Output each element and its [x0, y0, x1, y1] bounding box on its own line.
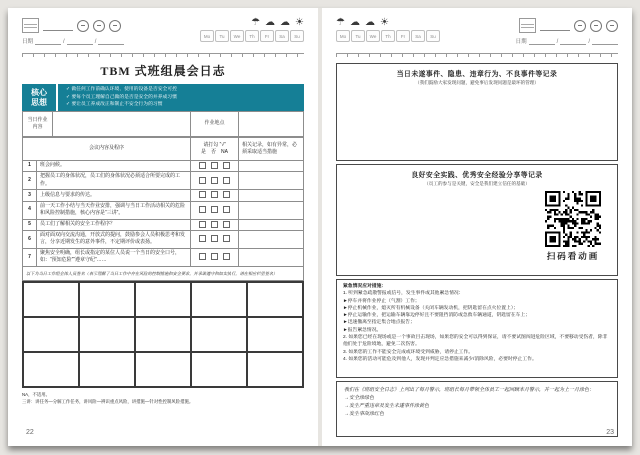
emergency-line: ►报告紧急情况。 [343, 327, 382, 333]
checkbox-yes[interactable] [199, 221, 206, 228]
monthly-item-green: →安全涂绿色 [344, 395, 375, 401]
work-location-label: 作业地点 [191, 112, 239, 137]
incident-record-box[interactable] [336, 63, 618, 161]
page-number-left: 22 [26, 429, 34, 436]
signature-cell[interactable] [191, 282, 247, 317]
core-idea-slogans [58, 84, 304, 111]
day-cell-mo[interactable]: Mo [200, 30, 214, 42]
row-record-blank[interactable] [239, 230, 304, 248]
sun-icon[interactable]: ☀ [379, 17, 389, 28]
overcast-icon[interactable]: ☁ [280, 17, 291, 28]
weekday-row [200, 30, 304, 42]
umbrella-icon[interactable]: ☂ [336, 17, 345, 28]
stamp-circle[interactable] [606, 20, 618, 32]
emergency-line: ►停止机械作业，熄灭所有机械设备（关闭车辆发动机，把钥匙留在点火位置上）； [343, 305, 519, 311]
slogan: ✓ 要每个员工理解自己做的是否是安全的并养成习惯 [66, 94, 177, 100]
row-text: 员工们了解相关的安全工作程序？ [37, 219, 191, 230]
footnote-na: NA，不适用。 [22, 391, 51, 397]
checkbox-yes[interactable] [199, 253, 206, 260]
table-row [23, 190, 304, 201]
umbrella-icon[interactable]: ☂ [251, 17, 261, 28]
booklet-spread [8, 8, 632, 446]
sun-icon[interactable]: ☀ [295, 17, 304, 28]
signature-grid [22, 281, 304, 388]
row-checks [191, 201, 239, 219]
tick-ruler [336, 53, 618, 58]
checkbox-na[interactable] [223, 191, 230, 198]
row-text: 聚焦安全明确，组长或指定的某位人员说一个当日的安全口号，如：“预知危险”“遵章守纪”…… [37, 248, 191, 266]
date-slash: / [588, 39, 590, 45]
checkbox-yes[interactable] [199, 206, 206, 213]
emergency-line: 2. 如果您已经在现场或是一个事故目击现场，如果您的安全可以得到保证，请不要试图闯进危险区域，不要移动受伤者，除非他们处于危险境地，避免二次伤害。 [343, 334, 608, 348]
row-checks [191, 161, 239, 172]
monthly-item-yellow: →发生严重违章及发生未遂事件涂黄色 [344, 403, 430, 409]
checkbox-na[interactable] [223, 162, 230, 169]
day-cell-sa[interactable]: Sa [411, 30, 425, 42]
day-cell-tu[interactable]: Tu [215, 30, 229, 42]
row-checks [191, 248, 239, 266]
overcast-icon[interactable]: ☁ [364, 17, 375, 28]
day-cell-th[interactable]: Th [245, 30, 259, 42]
emergency-measures-box [336, 279, 618, 378]
stamp-circle[interactable] [574, 20, 586, 32]
table-row [23, 248, 304, 266]
qr-caption: 扫码看动画 [546, 251, 600, 261]
name-blank-line[interactable] [540, 21, 570, 31]
checkbox-na[interactable] [223, 253, 230, 260]
checkbox-no[interactable] [211, 235, 218, 242]
page-left [8, 8, 318, 446]
day-cell-mo[interactable]: Mo [336, 30, 350, 42]
work-content-label: 当日作业内容 [23, 112, 53, 137]
row-number: 3 [23, 190, 37, 201]
row-text: 班会问候。 [37, 161, 191, 172]
signature-cell[interactable] [247, 317, 303, 352]
signature-cell[interactable] [247, 352, 303, 387]
row-record-blank[interactable] [239, 190, 304, 201]
row-number: 4 [23, 201, 37, 219]
practice-box-subtitle: （员工的参与是关键，安全是我们建立信任的基础） [424, 181, 530, 186]
row-text: 把握员工的身体状况，员工们的身体状况必须适合所要完成的工作。 [37, 172, 191, 190]
row-number: 6 [23, 230, 37, 248]
date-slash: / [63, 39, 65, 45]
emergency-line: ►停止运输作业，把运输车辆靠边停好且不要阻挡消防或急救车辆通道，钥匙留在车上； [343, 313, 531, 319]
emergency-line: 3. 如果您的工作不能安全完成或环境受到威胁，请停止工作。 [343, 349, 474, 355]
records-header: 相关记录，如有异常，必须采取适当措施 [239, 138, 304, 161]
cloud-icon[interactable]: ☁ [349, 17, 360, 28]
check-header: 请打勾 “√” 是 否 NA [191, 138, 239, 161]
date-label: 日期 [22, 39, 34, 45]
checkbox-no[interactable] [211, 177, 218, 184]
checkbox-yes[interactable] [199, 162, 206, 169]
table-row [23, 161, 304, 172]
row-number: 5 [23, 219, 37, 230]
date-slash: / [556, 39, 559, 45]
work-location-blank[interactable] [239, 112, 304, 137]
emergency-line: ►迅速撤离至指定集合地点报告； [343, 320, 415, 326]
qr-code [545, 191, 601, 247]
checkbox-no[interactable] [211, 162, 218, 169]
row-checks [191, 219, 239, 230]
corner-label-box [22, 18, 39, 33]
row-record-blank[interactable] [239, 219, 304, 230]
row-number: 1 [23, 161, 37, 172]
checkbox-no[interactable] [211, 206, 218, 213]
date-blank[interactable] [529, 36, 555, 45]
incident-box-subtitle: （我们鼓励大家发现问题，避免事后发现问题是最坏的管理） [414, 80, 540, 85]
row-record-blank[interactable] [239, 161, 304, 172]
emergency-line: ►停车并将作业停止（气割）工作； [343, 298, 420, 304]
signature-cell[interactable] [23, 352, 79, 387]
signature-cell[interactable] [135, 352, 191, 387]
signature-cell[interactable] [23, 282, 79, 317]
incident-box-title: 当日未遂事件、隐患、违章行为、不良事件等记录 [396, 71, 558, 78]
signature-cell[interactable] [135, 282, 191, 317]
signature-cell[interactable] [247, 282, 303, 317]
stamp-circle[interactable] [93, 20, 105, 32]
table-row [23, 172, 304, 190]
day-cell-su[interactable]: Su [290, 30, 304, 42]
date-label: 日期 [515, 39, 527, 45]
signature-cell[interactable] [79, 352, 135, 387]
day-cell-su[interactable]: Su [426, 30, 440, 42]
signature-cell[interactable] [191, 317, 247, 352]
left-header [22, 18, 304, 50]
checkbox-na[interactable] [223, 206, 230, 213]
procedure-header: 会议内容及程序 [23, 138, 191, 161]
date-blank[interactable] [592, 36, 618, 45]
page-number-right: 23 [606, 429, 614, 436]
row-number: 2 [23, 172, 37, 190]
checkbox-no[interactable] [211, 221, 218, 228]
day-cell-sa[interactable]: Sa [275, 30, 289, 42]
row-record-blank[interactable] [239, 201, 304, 219]
signature-cell[interactable] [191, 352, 247, 387]
table-row [23, 230, 304, 248]
row-text: 前一天工作小结与当天作业安排，强调与当日工作活动相关的危险和风险控制措施，核心内容是“三讲”。 [37, 201, 191, 219]
date-field[interactable] [516, 36, 618, 45]
work-info-table [22, 111, 304, 137]
page-title: TBM 式班组晨会日志 [100, 64, 226, 78]
table-row [23, 219, 304, 230]
checkbox-na[interactable] [223, 177, 230, 184]
checkbox-yes[interactable] [199, 191, 206, 198]
row-checks [191, 190, 239, 201]
monthly-review-box [336, 381, 618, 437]
day-cell-fr[interactable]: Fr [260, 30, 274, 42]
day-cell-fr[interactable]: Fr [396, 30, 410, 42]
signature-note: 以下为当日工作组全体人员签名（表示理解了当日工作中存在风险的控制措施和安全要求，并承诺遵守和如实执行，请在相应栏里签名） [23, 266, 304, 280]
footnote-sanjiang: 三讲：讲任务—分解工作任务，讲风险—辨识重点风险，讲措施—针对性控制风险措施。 [22, 399, 194, 405]
page-right [322, 8, 632, 446]
weekday-row [336, 30, 440, 42]
monthly-intro: 我们在《班组安全日志》上列出了每月警示，班组长每月带领全体员工一起回顾本月警示，并一起为上一月涂色： [344, 387, 595, 393]
core-idea-band [22, 84, 304, 111]
emergency-line: 1. 听到紧急疏散警报或信号，发生事件或其他紧急情况： [343, 291, 464, 297]
checkbox-no[interactable] [211, 253, 218, 260]
good-practice-box[interactable] [336, 164, 618, 276]
date-blank[interactable] [560, 36, 586, 45]
signature-cell[interactable] [79, 282, 135, 317]
slogan: ✓ 要让员工养成改正和制止不安全行为的习惯 [66, 102, 163, 108]
stamp-circle[interactable] [109, 20, 121, 32]
date-blank[interactable] [67, 36, 93, 45]
checkbox-na[interactable] [223, 221, 230, 228]
work-content-blank[interactable] [53, 112, 191, 137]
day-cell-we[interactable]: We [366, 30, 380, 42]
right-header [336, 18, 618, 50]
meeting-table [22, 137, 304, 281]
table-row [23, 201, 304, 219]
row-text: 上级信息与要求的传达。 [37, 190, 191, 201]
checkbox-yes[interactable] [199, 177, 206, 184]
row-text: 面对面双向交流沟通，开放式的提问，鼓励参会人员积极思考和发言，分享近期发生的意外事件，不定期评价或表扬。 [37, 230, 191, 248]
day-cell-th[interactable]: Th [381, 30, 395, 42]
emergency-title: 紧急情况应对措施： [343, 284, 387, 289]
core-idea-label: 核心 思想 [22, 84, 56, 111]
stamp-circle[interactable] [77, 20, 89, 32]
name-blank-line[interactable] [43, 21, 73, 31]
row-checks [191, 172, 239, 190]
corner-label-box [519, 18, 536, 33]
day-cell-we[interactable]: We [230, 30, 244, 42]
stamp-circle[interactable] [590, 20, 602, 32]
signature-cell[interactable] [135, 317, 191, 352]
checkbox-yes[interactable] [199, 235, 206, 242]
signature-cell[interactable] [23, 317, 79, 352]
date-blank[interactable] [35, 36, 61, 45]
checkbox-no[interactable] [211, 191, 218, 198]
day-cell-tu[interactable]: Tu [351, 30, 365, 42]
row-record-blank[interactable] [239, 248, 304, 266]
row-number: 7 [23, 248, 37, 266]
cloud-icon[interactable]: ☁ [265, 17, 276, 28]
date-blank[interactable] [98, 36, 124, 45]
monthly-item-red: →发生事故涂红色 [344, 411, 385, 417]
emergency-line: 4. 如果您的活动可能危及到他人，发现并判定应急措施来减少/消除风险，必要时停止工作。 [343, 356, 537, 362]
tick-ruler [22, 53, 304, 58]
row-checks [191, 230, 239, 248]
signature-cell[interactable] [79, 317, 135, 352]
row-record-blank[interactable] [239, 172, 304, 190]
footnotes [22, 391, 304, 405]
date-slash: / [94, 39, 97, 45]
practice-box-title: 良好安全实践、优秀安全经验分享等记录 [411, 172, 543, 179]
date-field[interactable] [22, 36, 124, 45]
slogan: ✓ 做任何工作前确认环境、使用的设备是否安全可控 [66, 86, 177, 92]
checkbox-na[interactable] [223, 235, 230, 242]
